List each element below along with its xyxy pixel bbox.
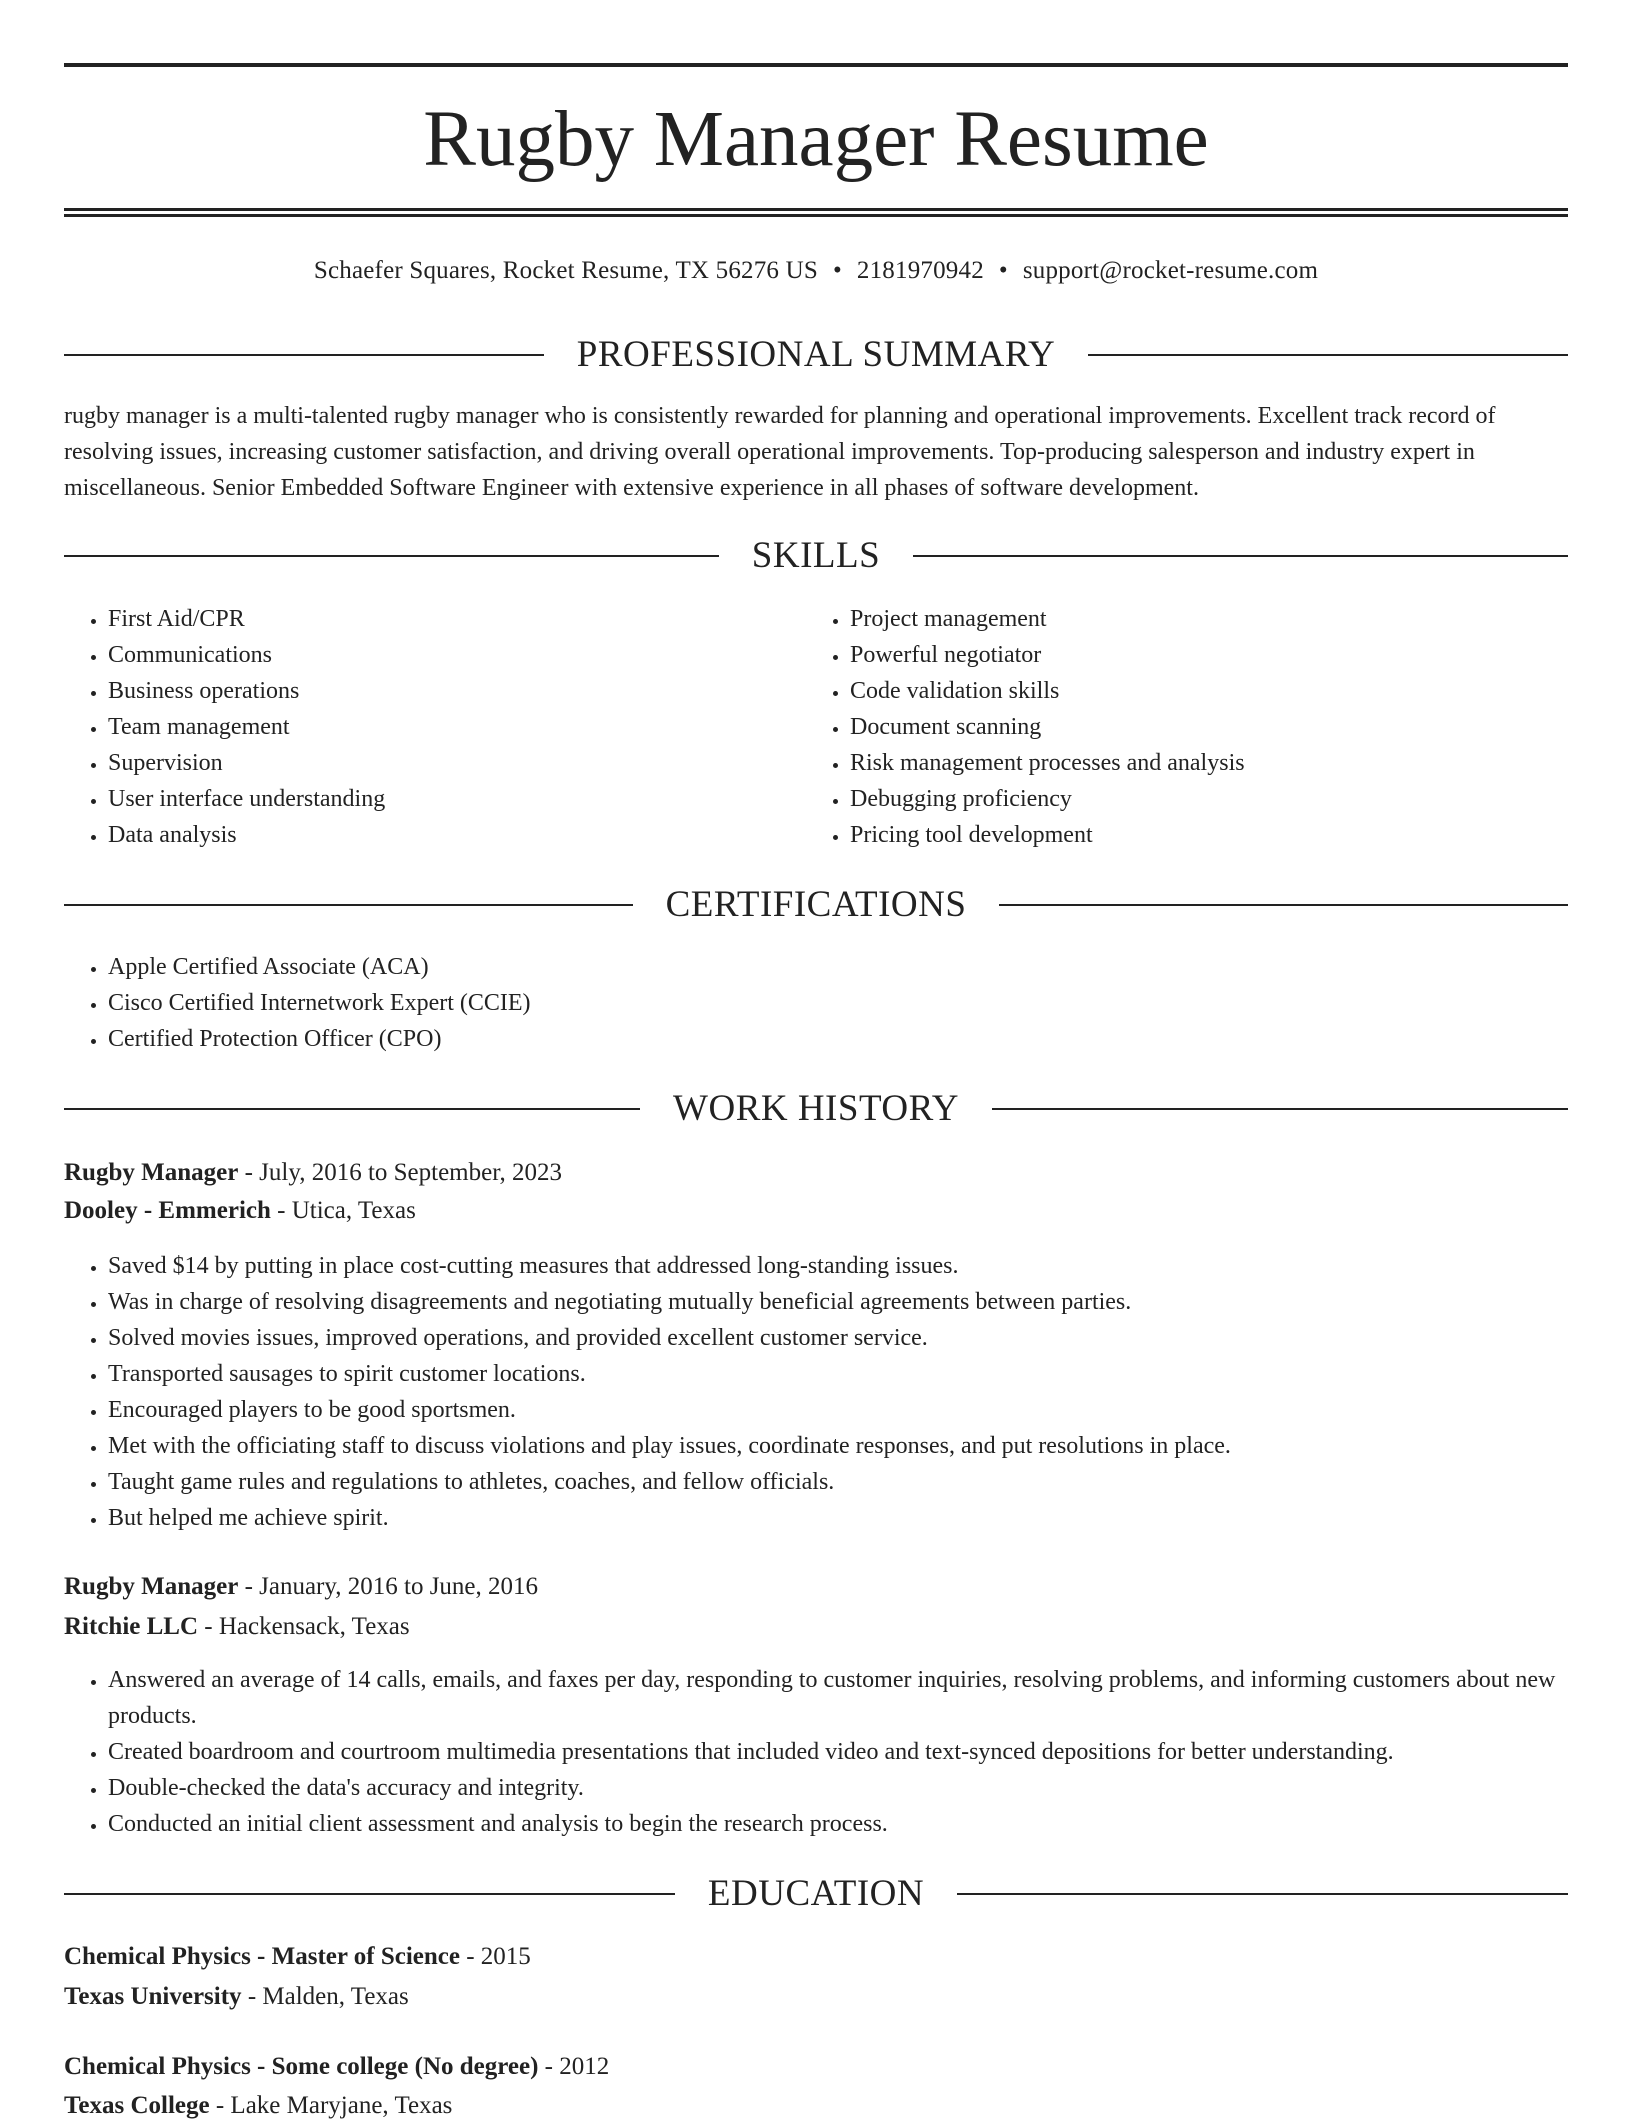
- education-school: Texas College: [64, 2092, 210, 2119]
- contact-phone: 2181970942: [856, 257, 984, 284]
- job-dates: - January, 2016 to June, 2016: [238, 1573, 539, 1600]
- contact-separator: •: [832, 257, 842, 284]
- section-heading-skills: [64, 533, 1568, 579]
- skill-item: • Document scanning: [850, 709, 1610, 745]
- job-location: - Utica, Texas: [270, 1197, 416, 1224]
- job-dates: - July, 2016 to September, 2023: [238, 1159, 563, 1186]
- top-rule: [64, 63, 1568, 67]
- job-bullet: • But helped me achieve spirit.: [108, 1500, 1568, 1536]
- job-bullet: • Conducted an initial client assessment and analysis to begin the research process.: [108, 1806, 1568, 1842]
- job-bullets: [64, 1662, 1568, 1842]
- heading-rule: [64, 904, 633, 906]
- skill-item: • Business operations: [108, 673, 808, 709]
- skill-item: • Code validation skills: [850, 673, 1610, 709]
- education-degree: Chemical Physics - Some college (No degree): [64, 2053, 539, 2080]
- heading-rule: [64, 354, 544, 356]
- education-location: - Lake Maryjane, Texas: [209, 2092, 453, 2119]
- title-double-rule: [64, 208, 1568, 217]
- job-title: Rugby Manager: [64, 1573, 239, 1600]
- contact-separator: •: [998, 257, 1008, 284]
- job-company: Dooley - Emmerich: [64, 1197, 271, 1224]
- heading-rule: [992, 1108, 1568, 1110]
- heading-rule: [913, 555, 1568, 557]
- section-heading-summary: [64, 332, 1568, 378]
- heading-rule: [64, 1108, 640, 1110]
- education-school: Texas University: [64, 1983, 242, 2010]
- skills-list-right: [806, 601, 1610, 853]
- section-heading-certifications: [64, 882, 1568, 928]
- job-bullet: • Solved movies issues, improved operations, and provided excellent customer service.: [108, 1320, 1568, 1356]
- skill-item: • Pricing tool development: [850, 817, 1610, 853]
- job-company-line: [64, 1192, 1568, 1230]
- certification-item: • Apple Certified Associate (ACA): [108, 949, 1568, 985]
- job-bullet: • Saved $14 by putting in place cost-cutting measures that addressed long-standing issues.: [108, 1248, 1568, 1284]
- skill-item: • Team management: [108, 709, 808, 745]
- job-bullet: • Taught game rules and regulations to athletes, coaches, and fellow officials.: [108, 1464, 1568, 1500]
- resume-title: Rugby Manager Resume: [423, 96, 1209, 183]
- skill-item: • Supervision: [108, 745, 808, 781]
- section-title: PROFESSIONAL SUMMARY: [576, 334, 1056, 375]
- section-heading-education: [64, 1871, 1568, 1917]
- job-bullet: • Double-checked the data's accuracy and integrity.: [108, 1770, 1568, 1806]
- contact-line: [64, 253, 1568, 289]
- job-bullets: [64, 1248, 1568, 1536]
- skill-item: • Data analysis: [108, 817, 808, 853]
- heading-rule: [64, 1893, 675, 1895]
- section-title: EDUCATION: [707, 1873, 925, 1914]
- education-school-line: [64, 1978, 1568, 2016]
- education-degree-line: [64, 2048, 1568, 2086]
- job-bullet: • Transported sausages to spirit customer locations.: [108, 1356, 1568, 1392]
- education-school-line: [64, 2087, 1568, 2125]
- skills-list-left: [64, 601, 808, 853]
- section-title: CERTIFICATIONS: [665, 884, 967, 925]
- education-year: - 2012: [538, 2053, 610, 2080]
- job-bullet: • Encouraged players to be good sportsmen.: [108, 1392, 1568, 1428]
- heading-rule: [1088, 354, 1568, 356]
- section-title: SKILLS: [751, 535, 881, 576]
- contact-email: support@rocket-resume.com: [1022, 257, 1319, 284]
- skill-item: • Powerful negotiator: [850, 637, 1610, 673]
- skill-item: • Risk management processes and analysis: [850, 745, 1610, 781]
- job-company: Ritchie LLC: [64, 1613, 199, 1640]
- education-degree: Chemical Physics - Master of Science: [64, 1943, 460, 1970]
- certification-item: • Certified Protection Officer (CPO): [108, 1021, 1568, 1057]
- summary-text: rugby manager is a multi-talented rugby manager who is consistently rewarded for planning and operational improvements. Excellent track record of resolving issues, increasing customer satisfaction, and driving overall operational improvements. Top-producing salesperson and industry expert in miscellaneous. Senior Embedded Software Engineer with extensive experience in all phases of software development.: [64, 403, 1496, 501]
- education-degree-line: [64, 1938, 1568, 1976]
- skill-item: • Project management: [850, 601, 1610, 637]
- section-heading-work: [64, 1086, 1568, 1132]
- education-year: - 2015: [459, 1943, 531, 1970]
- heading-rule: [64, 555, 719, 557]
- contact-address: Schaefer Squares, Rocket Resume, TX 56276 US: [313, 257, 818, 284]
- education-location: - Malden, Texas: [241, 1983, 409, 2010]
- heading-rule: [957, 1893, 1568, 1895]
- job-title-line: [64, 1154, 1568, 1192]
- job-title: Rugby Manager: [64, 1159, 239, 1186]
- certifications-list: [64, 949, 1568, 1057]
- job-bullet: • Created boardroom and courtroom multimedia presentations that included video and text-synced depositions for better understanding.: [108, 1734, 1568, 1770]
- job-title-line: [64, 1568, 1568, 1606]
- job-location: - Hackensack, Texas: [198, 1613, 410, 1640]
- heading-rule: [999, 904, 1568, 906]
- job-bullet: • Met with the officiating staff to discuss violations and play issues, coordinate responses, and put resolutions in place.: [108, 1428, 1568, 1464]
- skill-item: • Communications: [108, 637, 808, 673]
- skill-item: • User interface understanding: [108, 781, 808, 817]
- certification-item: • Cisco Certified Internetwork Expert (CCIE): [108, 985, 1568, 1021]
- job-company-line: [64, 1608, 1568, 1646]
- job-bullet: • Answered an average of 14 calls, emails, and faxes per day, responding to customer inquiries, resolving problems, and informing customers about new products.: [108, 1662, 1568, 1734]
- job-bullet: • Was in charge of resolving disagreements and negotiating mutually beneficial agreements between parties.: [108, 1284, 1568, 1320]
- skill-item: • Debugging proficiency: [850, 781, 1610, 817]
- section-title: WORK HISTORY: [673, 1088, 959, 1129]
- skill-item: • First Aid/CPR: [108, 601, 808, 637]
